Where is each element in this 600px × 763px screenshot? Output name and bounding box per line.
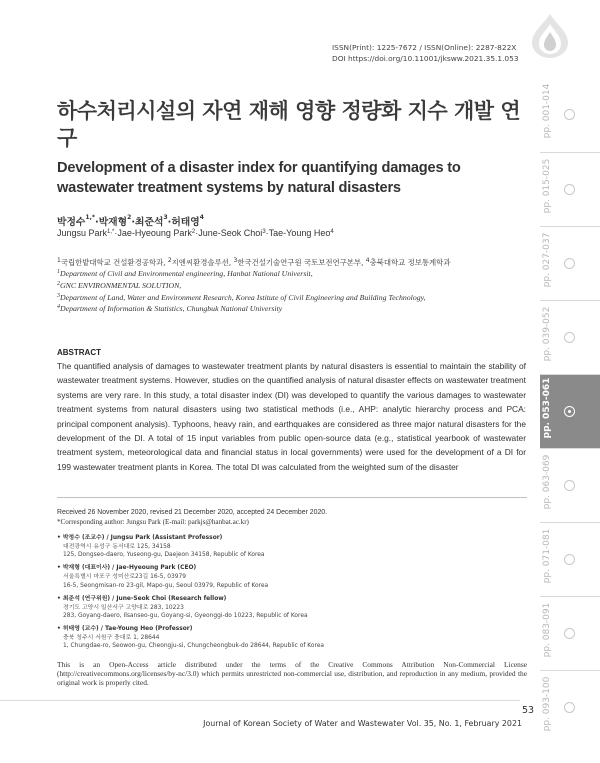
circle-icon — [564, 332, 575, 343]
contact-name: • 허태영 (교수) / Tae-Young Heo (Professor) — [57, 625, 527, 634]
contact-name: • 박재형 (대표이사) / Jae-Hyeoung Park (CEO) — [57, 564, 527, 573]
author-contacts — [57, 534, 527, 656]
tab-page-range[interactable] — [540, 670, 600, 744]
circle-icon — [564, 628, 575, 639]
contact-address-english: 16-5, Seongmisan-ro 23-gil, Mapo-gu, Seoul 03979, Republic of Korea — [63, 582, 269, 589]
circle-icon — [564, 184, 575, 195]
circle-icon — [564, 554, 575, 565]
tab-label: pp. 027-037 — [542, 232, 552, 288]
issn-doi-block — [332, 42, 522, 64]
tab-page-range[interactable] — [540, 226, 600, 300]
authors-english: Jungsu Park$^{1,*}$·Jae-Hyeoung Park$^2$·June-Seok Choi$^3$·Tae-Young Heo$^4$ — [57, 228, 334, 238]
contact-entry — [57, 595, 527, 620]
tab-label: pp. 071-081 — [542, 528, 552, 584]
affiliation-1: $^1$Department of Civil and Environmental engineering, Hanbat National Universit, — [57, 269, 313, 278]
tab-label: pp. 001-014 — [542, 83, 552, 139]
footnote-divider — [57, 497, 527, 498]
circle-icon — [564, 480, 575, 491]
circle-icon — [564, 702, 575, 713]
contact-address-korean: 대전광역시 유성구 동서대로 125, 34158 — [63, 544, 171, 550]
license-notice: This is an Open-Access article distributed under the terms of the Creative Commons Attribution Non-Commercial License (http://creativecommons.org/licenses/by-nc/3.0) which permits unrestricted non-commercial use, distribution, and reproduction in any medium, provided the original work is properly cited. — [57, 660, 527, 688]
affiliation-3: $^3$Department of Land, Water and Environment Research, Korea Istitute of Civil Engineering and Building Technology, — [57, 292, 426, 302]
circle-icon — [564, 258, 575, 269]
affiliation-2: $^2$GNC ENVIRONMENTAL SOLUTION, — [57, 280, 182, 290]
tab-page-range[interactable] — [540, 152, 600, 226]
affiliation-4: $^4$Department of Information & Statistics, Chungbuk National University — [57, 304, 283, 314]
abstract-text: The quantified analysis of damages to wastewater treatment plants by natural disasters is essential to maintain the stability of wastewater treatment systems. However, studies on the quantified analysis of natural disaster effects on wastewater treatment systems are very rare. In this study, a total disaster index (DI) was developed to quantify the various damages to wastewater treatment systems from natural disasters using two statistical methods (i.e., AHP: analytic hierarchy process and PCA: principal component analysis). Typhoons, heavy rain, and earthquakes are considered as three major natural disasters for the development of the DI. A total of 15 input variables from public open-source data (e.g., statistical yearbook of wastewater treatment system, meteorological data and financial status in local governments) were used for the development of a DI for 199 wastewater treatment plants in Korea. The total DI was calculated from the weighted sum of the disaster — [57, 361, 526, 472]
abstract-heading: ABSTRACT — [57, 348, 101, 357]
journal-citation: Journal of Korean Society of Water and Wastewater Vol. 35, No. 1, February 2021 — [203, 719, 522, 728]
tab-label: pp. 015-025 — [542, 158, 552, 214]
doi-line[interactable]: DOI https://doi.org/10.11001/jksww.2021.35.1.053 — [332, 54, 519, 63]
contact-address-english: 125, Dongseo-daero, Yuseong-gu, Daejeon 34158, Republic of Korea — [63, 552, 265, 559]
page-range-tabs — [540, 78, 600, 732]
tab-label: pp. 053-061 — [542, 377, 552, 439]
tab-page-range[interactable] — [540, 78, 600, 152]
contact-name: • 최준석 (연구위원) / June-Seok Choi (Research fellow) — [57, 595, 527, 604]
title-english: Development of a disaster index for quantifying damages to wastewater treatment systems by natural disasters — [57, 160, 461, 196]
circle-icon — [564, 109, 575, 120]
page-number: 53 — [522, 705, 535, 716]
footer-divider — [0, 700, 520, 701]
contact-name: • 박정수 (조교수) / Jungsu Park (Assistant Professor) — [57, 534, 527, 543]
tab-page-range[interactable] — [540, 448, 600, 522]
issn-line: ISSN(Print): 1225-7672 / ISSN(Online): 2287-822X — [332, 43, 517, 52]
contact-entry — [57, 564, 527, 589]
tab-page-range[interactable] — [540, 374, 600, 448]
title-korean: 하수처리시설의 자연 재해 영향 정량화 지수 개발 연구 — [57, 99, 521, 150]
contact-address-english: 283, Goyang-daero, Ilsanseo-gu, Goyang-si, Gyeonggi-do 10223, Republic of Korea — [63, 613, 308, 620]
tab-label: pp. 039-052 — [542, 306, 552, 362]
tab-label: pp. 063-069 — [542, 454, 552, 510]
corresponding-author: *Corresponding author: Jungsu Park (E-mail: parkjs@hanbat.ac.kr) — [57, 518, 249, 526]
contact-address-korean: 서울특별시 마포구 성미산로23길 16-5, 03979 — [63, 574, 186, 581]
contact-entry — [57, 534, 527, 559]
affiliations-english — [57, 268, 535, 315]
tab-label: pp. 083-091 — [542, 602, 552, 658]
tab-page-range[interactable] — [540, 300, 600, 374]
received-dates: Received 26 November 2020, revised 21 December 2020, accepted 24 December 2020. — [57, 509, 328, 516]
contact-address-korean: 경기도 고양시 일산서구 고양대로 283, 10223 — [63, 604, 184, 611]
circle-icon — [564, 406, 575, 417]
tab-page-range[interactable] — [540, 522, 600, 596]
contact-address-english: 1, Chungdae-ro, Seowon-gu, Cheongju-si, Chungcheongbuk-do 28644, Republic of Korea — [63, 643, 324, 650]
tab-page-range[interactable] — [540, 596, 600, 670]
contact-address-korean: 충북 청주시 서원구 충대로 1, 28644 — [63, 635, 160, 642]
journal-logo-icon — [528, 12, 572, 60]
contact-entry — [57, 625, 527, 650]
authors-korean: 박정수$^{1,*}$·박재형$^2$·최준석$^3$·허태영$^4$ — [57, 214, 204, 228]
affiliations-korean: $^1$국립한밭대학교 건설환경공학과, $^2$지엔씨환경솔루션, $^3$한국건설기술연구원 국토보전연구본부, $^4$충북대학교 정보통계학과 — [57, 257, 451, 267]
tab-label: pp. 093-100 — [542, 676, 552, 732]
